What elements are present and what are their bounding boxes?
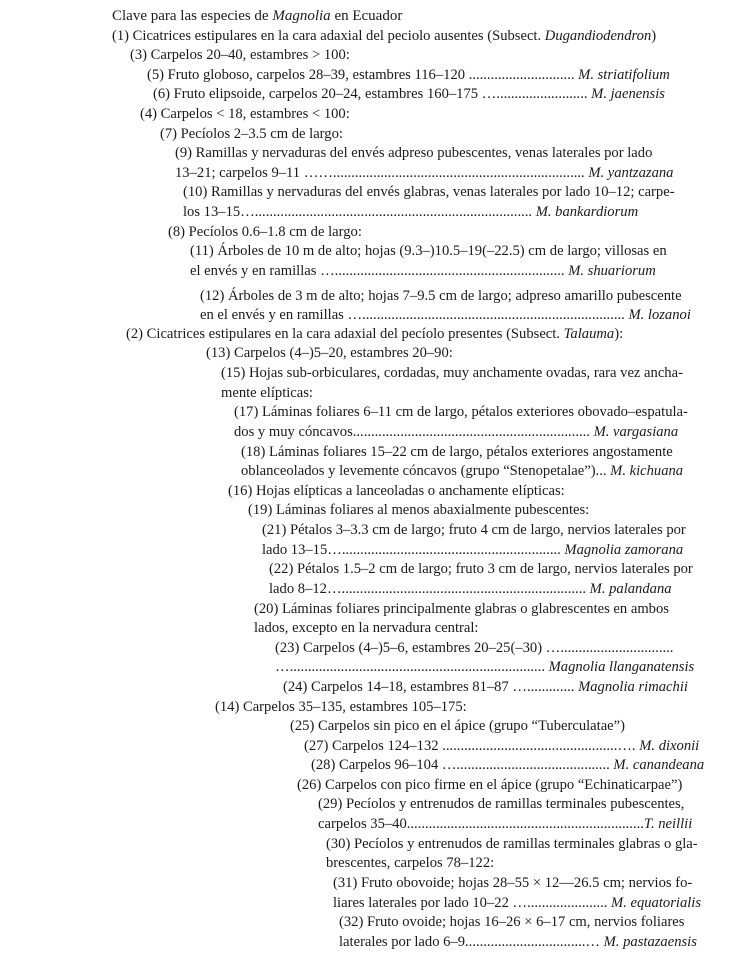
key-line-text: (5) Fruto globoso, carpelos 28–39, estambres 116–120 ............................. [147, 67, 579, 83]
taxon-name: M. lozanoi [628, 307, 691, 323]
key-line [333, 873, 737, 893]
key-line [241, 461, 737, 481]
key-line-text: (4) Carpelos < 18, estambres < 100: [140, 106, 350, 122]
key-line [126, 324, 737, 344]
key-line [333, 893, 737, 913]
key-line [112, 26, 737, 46]
taxon-name: M. canandeana [613, 757, 705, 773]
key-line-text: (26) Carpelos con pico firme en el ápice (grupo “Echinaticarpae”) [297, 777, 683, 793]
key-line-text: los 13–15…............................................................................ [183, 204, 536, 220]
key-line [168, 222, 737, 242]
key-line [275, 638, 737, 658]
taxon-name: Talauma [563, 326, 615, 342]
key-line-text: liares laterales por lado 10–22 …...................... [333, 895, 612, 911]
key-line [206, 343, 737, 363]
key-title [112, 6, 737, 26]
key-line [283, 677, 737, 697]
key-line [175, 143, 737, 163]
key-line [147, 65, 737, 85]
key-line-text: (3) Carpelos 20–40, estambres > 100: [130, 47, 350, 63]
key-line [215, 697, 737, 717]
key-line-text: dos y muy cóncavos................................................................. [234, 424, 594, 440]
key-line-text: (6) Fruto elipsoide, carpelos 20–24, estambres 160–175 …......................... [153, 86, 592, 102]
key-line [254, 618, 737, 638]
key-line [175, 163, 737, 183]
key-line-text: lados, excepto en la nervadura central: [254, 620, 479, 636]
key-line-text: (10) Ramillas y nervaduras del envés glabras, venas laterales por lado 10–12; carpe- [183, 184, 675, 200]
taxon-name: M. equatorialis [611, 895, 702, 911]
key-line-text: lado 8–12…................................................................... [269, 581, 590, 597]
key-line-text: …...................................................................... [275, 659, 549, 675]
key-line-text: mente elípticas: [221, 385, 313, 401]
key-line-text: (1) Cicatrices estipulares en la cara adaxial del peciolo ausentes (Subsect. [112, 28, 545, 44]
key-line-text: (29) Pecíolos y entrenudos de ramillas terminales pubescentes, [318, 796, 685, 812]
key-line [234, 422, 737, 442]
key-line [269, 579, 737, 599]
key-line-text: (20) Láminas foliares principalmente glabras o glabrescentes en ambos [254, 601, 669, 617]
key-line [200, 305, 737, 325]
key-line [190, 241, 737, 261]
key-line [318, 814, 737, 834]
taxon-name: M. yantzazana [588, 165, 674, 181]
taxon-name: M. vargasiana [593, 424, 679, 440]
key-line [200, 286, 737, 306]
key-line [130, 45, 737, 65]
key-line [228, 481, 737, 501]
key-line-text: (21) Pétalos 3–3.3 cm de largo; fruto 4 cm de largo, nervios laterales por [262, 522, 686, 538]
taxon-name: M. jaenensis [591, 86, 665, 102]
key-line [221, 363, 737, 383]
key-line [183, 202, 737, 222]
key-line [190, 261, 737, 281]
key-line [183, 182, 737, 202]
title-prefix: Clave para las especies de [112, 8, 273, 24]
taxon-name: M. palandana [589, 581, 672, 597]
key-line-text: (22) Pétalos 1.5–2 cm de largo; fruto 3 cm de largo, nervios laterales por [269, 561, 693, 577]
key-line-text: carpelos 35–40................................................................. [318, 816, 644, 832]
key-line-text: (24) Carpelos 14–18, estambres 81–87 …............. [283, 679, 579, 695]
key-line-text: (12) Árboles de 3 m de alto; hojas 7–9.5 cm de largo; adpreso amarillo pubescente [200, 288, 682, 304]
key-line [304, 736, 737, 756]
key-line [254, 599, 737, 619]
key-line-text: (30) Pecíolos y entrenudos de ramillas terminales glabras o gla- [326, 836, 698, 852]
key-line [275, 657, 737, 677]
key-line [262, 540, 737, 560]
key-line-suffix: ) [651, 28, 657, 44]
key-line [262, 520, 737, 540]
taxon-name: Dugandiodendron [544, 28, 652, 44]
key-line [221, 383, 737, 403]
key-line [318, 794, 737, 814]
key-line [248, 500, 737, 520]
taxon-name: M. pastazaensis [603, 934, 697, 950]
taxon-name: M. dixonii [639, 738, 700, 754]
key-line-text: oblanceolados y levemente cóncavos (grupo “Stenopetalae”)... [241, 463, 611, 479]
taxon-name: M. striatifolium [578, 67, 670, 83]
taxon-name: T. neillii [643, 816, 693, 832]
key-line-text: (28) Carpelos 96–104 ….......................................... [311, 757, 614, 773]
taxon-name: Magnolia rimachii [578, 679, 688, 695]
key-line-text: (16) Hojas elípticas a lanceoladas o anchamente elípticas: [228, 483, 565, 499]
key-line [339, 932, 737, 952]
key-line [160, 124, 737, 144]
key-line-suffix: ): [614, 326, 624, 342]
key-line-text: el envés y en ramillas …............................................................... [190, 263, 569, 279]
key-line-text: (9) Ramillas y nervaduras del envés adpreso pubescentes, venas laterales por lado [175, 145, 653, 161]
key-line-text: (15) Hojas sub-orbiculares, cordadas, muy anchamente ovadas, rara vez ancha- [221, 365, 683, 381]
key-line-text: (32) Fruto ovoide; hojas 16–26 × 6–17 cm, nervios foliares [339, 914, 685, 930]
key-line [297, 775, 737, 795]
key-line-text: lado 13–15…............................................................ [262, 542, 565, 558]
key-line-text: (17) Láminas foliares 6–11 cm de largo, pétalos exteriores obovado–espatula- [234, 404, 688, 420]
key-line [234, 402, 737, 422]
key-line-text: brescentes, carpelos 78–122: [326, 855, 495, 871]
key-line-text: (13) Carpelos (4–)5–20, estambres 20–90: [206, 345, 453, 361]
key-line-text: (31) Fruto obovoide; hojas 28–55 × 12—26.5 cm; nervios fo- [333, 875, 693, 891]
key-line [290, 716, 737, 736]
key-line [241, 442, 737, 462]
key-line-text: 13–21; carpelos 9–11 ……..................................................................... [175, 165, 589, 181]
key-line [140, 104, 737, 124]
key-line-text: (8) Pecíolos 0.6–1.8 cm de largo: [168, 224, 362, 240]
key-line [269, 559, 737, 579]
key-line [153, 84, 737, 104]
key-line-text: (7) Pecíolos 2–3.5 cm de largo: [160, 126, 343, 142]
key-line [326, 834, 737, 854]
key-line-text: (25) Carpelos sin pico en el ápice (grupo “Tuberculatae”) [290, 718, 625, 734]
key-line-text: (11) Árboles de 10 m de alto; hojas (9.3–)10.5–19(–22.5) cm de largo; villosas en [190, 243, 667, 259]
key-line-text: en el envés y en ramillas …........................................................................ [200, 307, 629, 323]
key-line-text: (18) Láminas foliares 15–22 cm de largo, pétalos exteriores angostamente [241, 444, 673, 460]
key-line-text: (14) Carpelos 35–135, estambres 105–175: [215, 699, 467, 715]
key-line-text: (2) Cicatrices estipulares en la cara adaxial del pecíolo presentes (Subsect. [126, 326, 564, 342]
key-line [326, 853, 737, 873]
key-line [311, 755, 737, 775]
key-line-text: (23) Carpelos (4–)5–6, estambres 20–25(–30) …............................... [275, 640, 674, 656]
key-line-text: (19) Láminas foliares al menos abaxialmente pubescentes: [248, 502, 590, 518]
key-line [339, 912, 737, 932]
taxon-name: M. shuariorum [568, 263, 656, 279]
taxon-name: M. bankardiorum [535, 204, 639, 220]
taxon-name: Magnolia llanganatensis [548, 659, 695, 675]
title-suffix: en Ecuador [330, 8, 403, 24]
key-line-text: (27) Carpelos 124–132 ................................................…. [304, 738, 640, 754]
taxon-name: M. kichuana [610, 463, 684, 479]
key-line-text: laterales por lado 6–9.................................… [339, 934, 604, 950]
title-genus: Magnolia [272, 8, 331, 24]
taxon-name: Magnolia zamorana [564, 542, 684, 558]
